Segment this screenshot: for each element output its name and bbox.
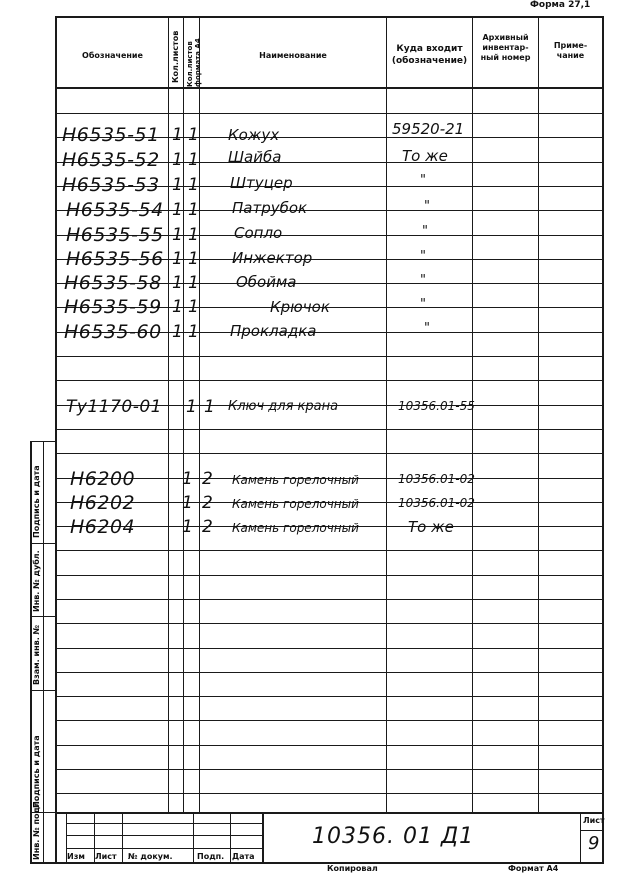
row-14-q2: 2 bbox=[202, 517, 213, 537]
tb-v-6 bbox=[262, 812, 264, 863]
tb-podp: Подп. bbox=[197, 852, 225, 861]
row-3-q2: 1 bbox=[188, 200, 199, 220]
form-label: Форма 27,1 bbox=[530, 0, 591, 10]
col-line-2 bbox=[183, 16, 184, 813]
row-14-name: Камень горелочный bbox=[232, 521, 359, 535]
row-4-dest: " bbox=[422, 224, 428, 239]
tb-row-a bbox=[66, 823, 262, 824]
row-13-name: Камень горелочный bbox=[232, 497, 359, 511]
row-7-dest: " bbox=[420, 297, 426, 312]
row-14-code: Н6204 bbox=[70, 516, 136, 538]
row-1-q1: 1 bbox=[172, 150, 183, 170]
row-8-q1: 1 bbox=[172, 322, 183, 342]
row-3-code: Н6535-54 bbox=[66, 199, 164, 221]
row-13-dest: 10356.01-02 bbox=[398, 496, 475, 510]
header-name: Наименование bbox=[259, 51, 327, 60]
row-2-name: Штуцер bbox=[230, 174, 293, 192]
row-0-q1: 1 bbox=[172, 125, 183, 145]
sheet-number: 9 bbox=[588, 833, 600, 854]
row-10-dest: 10356.01-55 bbox=[398, 399, 475, 413]
row-8-dest: " bbox=[424, 321, 430, 336]
row-line bbox=[56, 575, 603, 576]
row-line bbox=[56, 745, 603, 746]
side-top bbox=[30, 441, 56, 442]
row-1-q2: 1 bbox=[188, 150, 199, 170]
side-sep-2 bbox=[30, 616, 56, 617]
row-3-name: Патрубок bbox=[232, 199, 308, 217]
row-0-name: Кожух bbox=[228, 126, 280, 144]
side-label-inv-podl: Инв. № подл. bbox=[32, 798, 41, 860]
tb-v-4 bbox=[193, 812, 194, 863]
row-4-q1: 1 bbox=[172, 225, 183, 245]
row-2-dest: " bbox=[420, 173, 426, 188]
header-note: Приме- чание bbox=[553, 41, 588, 60]
row-line bbox=[56, 380, 603, 381]
row-5-q2: 1 bbox=[188, 249, 199, 269]
row-14-q1: 1 bbox=[182, 517, 193, 537]
row-line bbox=[56, 356, 603, 357]
tb-top bbox=[55, 812, 603, 814]
header-designation: Обозначение bbox=[82, 51, 143, 60]
row-line bbox=[56, 429, 603, 430]
row-7-q2: 1 bbox=[188, 297, 199, 317]
row-13-q1: 1 bbox=[182, 493, 193, 513]
row-line bbox=[56, 599, 603, 600]
doc-number: 10356. 01 Д1 bbox=[312, 824, 475, 849]
row-10-q1: 1 bbox=[186, 397, 197, 417]
header-sheet-count: Кол.листов bbox=[171, 30, 180, 83]
row-6-q2: 1 bbox=[188, 273, 199, 293]
row-8-q2: 1 bbox=[188, 322, 199, 342]
row-12-q1: 1 bbox=[182, 469, 193, 489]
row-12-name: Камень горелочный bbox=[232, 473, 359, 487]
row-12-q2: 2 bbox=[202, 469, 213, 489]
row-line bbox=[56, 720, 603, 721]
row-2-q1: 1 bbox=[172, 175, 183, 195]
row-line bbox=[56, 453, 603, 454]
row-line bbox=[56, 672, 603, 673]
row-8-code: Н6535-60 bbox=[64, 321, 162, 343]
tb-sheet-h bbox=[580, 830, 603, 831]
row-1-name: Шайба bbox=[228, 148, 282, 166]
row-5-q1: 1 bbox=[172, 249, 183, 269]
row-0-code: Н6535-51 bbox=[62, 124, 160, 146]
row-10-name: Ключ для крана bbox=[228, 399, 339, 414]
row-4-code: Н6535-55 bbox=[66, 224, 164, 246]
tb-row-b bbox=[66, 835, 262, 836]
tb-izm: Изм bbox=[67, 852, 85, 861]
row-line bbox=[56, 696, 603, 697]
row-0-q2: 1 bbox=[188, 125, 199, 145]
row-1-code: Н6535-52 bbox=[62, 149, 160, 171]
row-13-q2: 2 bbox=[202, 493, 213, 513]
header-archive-no: Архивный инвентар- ный номер bbox=[480, 33, 531, 62]
row-8-name: Прокладка bbox=[230, 322, 317, 340]
frame-top bbox=[55, 16, 603, 18]
row-5-name: Инжектор bbox=[232, 249, 313, 267]
col-line-6 bbox=[538, 16, 539, 813]
row-2-code: Н6535-53 bbox=[62, 174, 160, 196]
row-12-dest: 10356.01-02 bbox=[398, 472, 475, 486]
tb-data: Дата bbox=[232, 852, 255, 861]
row-line bbox=[56, 550, 603, 551]
side-sep-3 bbox=[30, 690, 56, 691]
header-format-a4: Кол.листов формата А4 bbox=[186, 38, 202, 87]
sheet-label: Лист bbox=[583, 816, 605, 825]
side-sep-1 bbox=[30, 543, 56, 544]
frame-left bbox=[55, 16, 57, 863]
footer-copied: Копировал bbox=[327, 864, 378, 873]
row-13-code: Н6202 bbox=[70, 492, 136, 514]
row-5-code: Н6535-56 bbox=[66, 248, 164, 270]
footer-format: Формат А4 bbox=[508, 864, 559, 873]
row-5-dest: " bbox=[420, 249, 426, 264]
row-12-code: Н6200 bbox=[70, 468, 136, 490]
col-line-4 bbox=[386, 16, 387, 813]
tb-v-5 bbox=[230, 812, 231, 863]
row-10-code: Ту1170-01 bbox=[66, 397, 162, 417]
row-3-q1: 1 bbox=[172, 200, 183, 220]
row-4-q2: 1 bbox=[188, 225, 199, 245]
row-4-name: Сопло bbox=[234, 224, 283, 242]
row-line bbox=[56, 769, 603, 770]
tb-list: Лист bbox=[95, 852, 117, 861]
side-label-sign-date-top: Подпись и дата bbox=[32, 465, 41, 538]
row-line bbox=[56, 793, 603, 794]
tb-doc-no: № докум. bbox=[128, 852, 173, 861]
row-line bbox=[56, 113, 603, 114]
row-7-code: Н6535-59 bbox=[64, 296, 162, 318]
row-0-dest: 59520-21 bbox=[392, 120, 465, 138]
side-inner bbox=[43, 441, 44, 863]
row-line bbox=[56, 623, 603, 624]
row-6-dest: " bbox=[420, 273, 426, 288]
tb-v-sheet bbox=[580, 812, 581, 863]
row-1-dest: То же bbox=[402, 147, 448, 165]
col-line-1 bbox=[168, 16, 169, 813]
tb-row-c bbox=[66, 848, 262, 849]
side-label-sign-date-bottom: Подпись и дата bbox=[32, 735, 41, 808]
row-7-q1: 1 bbox=[172, 297, 183, 317]
side-label-inv-dubl: Инв. № дубл. bbox=[32, 550, 41, 612]
row-6-q1: 1 bbox=[172, 273, 183, 293]
row-3-dest: " bbox=[424, 199, 430, 214]
frame-right bbox=[602, 16, 604, 863]
header-divider bbox=[55, 87, 603, 89]
row-line bbox=[56, 648, 603, 649]
col-line-3 bbox=[199, 16, 200, 813]
header-where-used: Куда входит (обозначение) bbox=[391, 44, 468, 66]
row-10-q2: 1 bbox=[204, 397, 215, 417]
row-6-name: Обойма bbox=[236, 273, 297, 291]
row-7-name: Крючок bbox=[270, 298, 330, 316]
row-6-code: Н6535-58 bbox=[64, 272, 162, 294]
row-2-q2: 1 bbox=[188, 175, 199, 195]
side-label-vzam-inv: Взам. инв. № bbox=[32, 624, 41, 685]
tb-v-3 bbox=[122, 812, 123, 863]
row-14-dest: То же bbox=[408, 518, 454, 536]
